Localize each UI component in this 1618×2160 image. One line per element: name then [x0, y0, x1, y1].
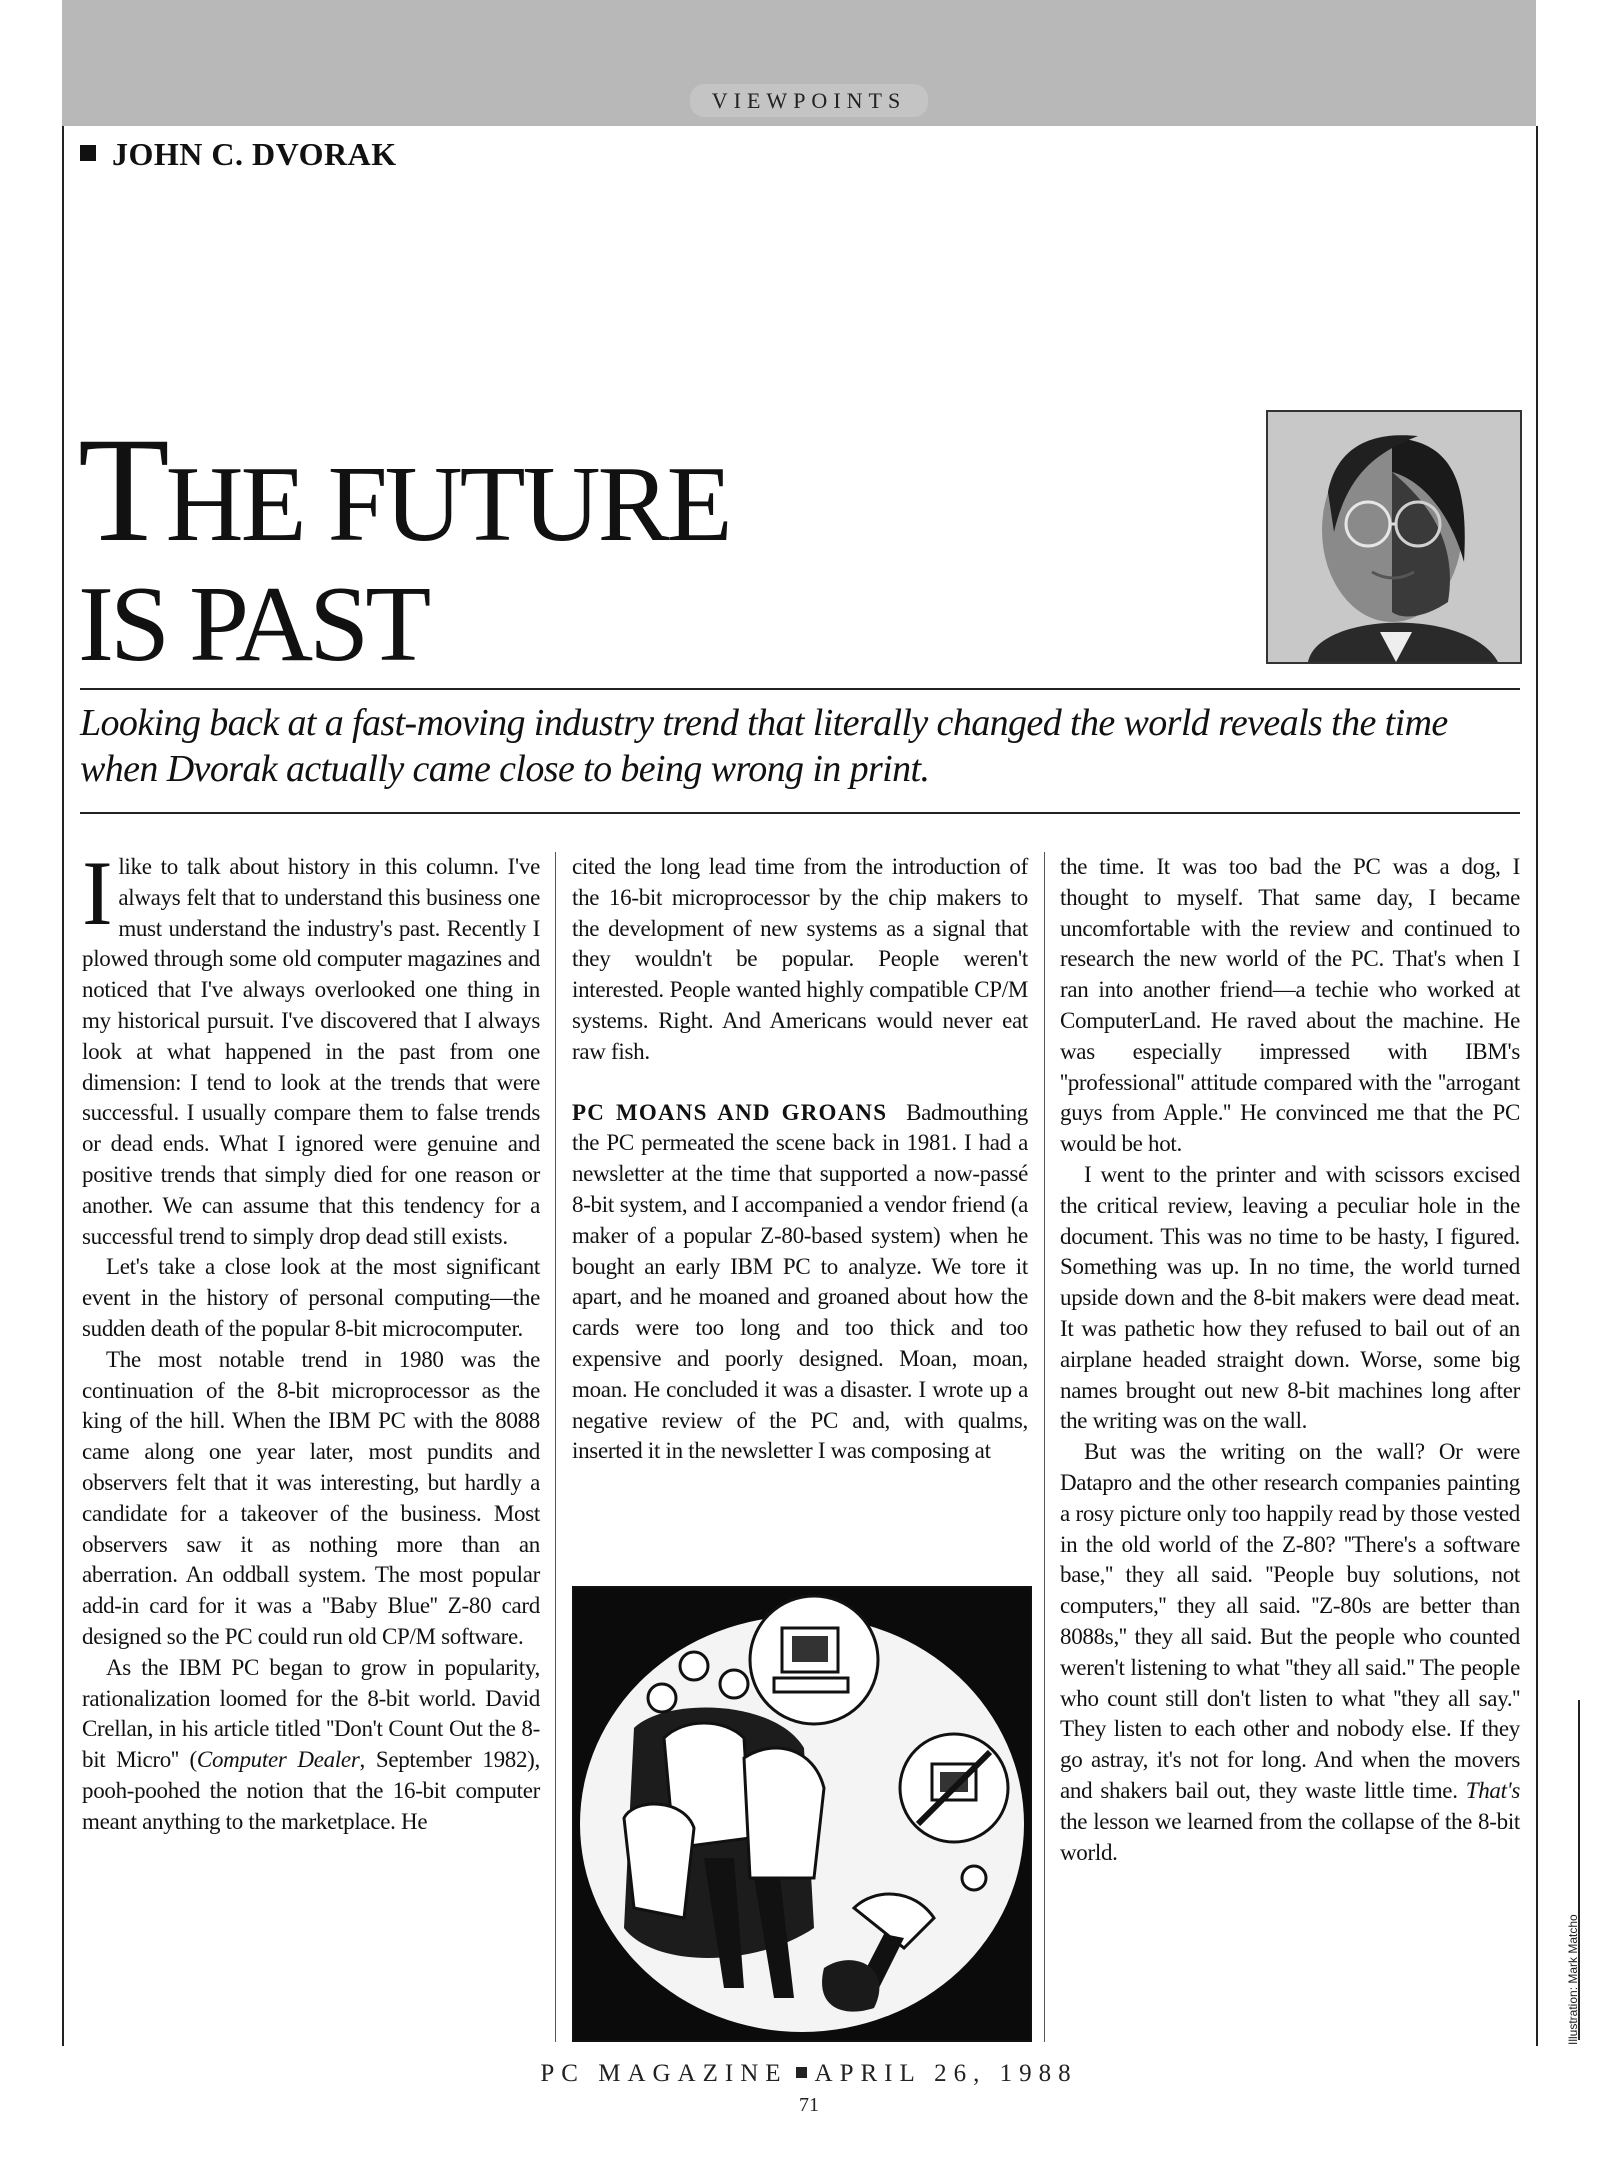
deck-bottom-rule	[80, 812, 1520, 814]
headline	[78, 407, 730, 684]
paragraph: But was the writing on the wall? Or were Datapro and the other research companies painting a rosy picture only too happily read by those vested in the old world of the Z-80? ''There's a software base,'' they all said. ''People buy solutions, not computers,'' they all said. ''Z-80s are better than 8088s,'' they all said. But the people who counted weren't listening to what ''they all said.'' The people who count still don't listen to what ''they all say.'' They listen to each other and nobody else. If they go astray, it's not for long. And when the movers and shakers bail out, they waste little time. That's the lesson we learned from the collapse of the 8-bit world.	[1060, 1439, 1520, 1865]
section-label: VIEWPOINTS	[0, 88, 1618, 114]
drop-cap: I	[82, 842, 113, 944]
section-subhead: PC MOANS AND GROANS	[572, 1099, 888, 1125]
paragraph: The most notable trend in 1980 was the continuation of the 8-bit microprocessor as the king of the hill. When the IBM PC with the 8088 came along one year later, most pundits and observers felt that it was interesting, but hardly a candidate for a takeover of the business. Most observers saw it as nothing more than an aberration. An oddball system. The most popular add-in card for it was a ''Baby Blue'' Z-80 card designed so the PC could run old CP/M software.	[82, 1346, 540, 1649]
deck-subtitle: Looking back at a fast-moving industry trend that literally changed the world reveals the time when Dvorak actually came close to being wrong in print.	[80, 702, 1448, 790]
column-divider-1	[555, 852, 556, 2042]
article-column-2	[572, 852, 1028, 1467]
frame-left-rule	[62, 126, 64, 2046]
author-photo	[1266, 410, 1522, 664]
frame-right-rule	[1536, 126, 1538, 2046]
paragraph: Let's take a close look at the most significant event in the history of personal computing—the sudden death of the popular 8-bit microcomputer.	[82, 1254, 540, 1341]
headline-line-2: IS PAST	[78, 565, 428, 684]
paragraph: Ilike to talk about history in this column. I've always felt that to understand this business one must understand the industry's past. Recently I plowed through some old computer magazines and noticed that I've always overlooked one thing in my historical pursuit. I've discovered that I always look at what happened in the past from one dimension: I tend to look at the trends that were successful. I usually compare them to false trends or dead ends. What I ignored were genuine and positive trends that simply died for one reason or another. We can assume that this tendency for a successful trend to simply drop dead still exists.	[82, 842, 540, 1249]
bullet-square-icon	[796, 2067, 807, 2078]
illustration	[572, 1586, 1032, 2042]
deck-top-rule	[80, 688, 1520, 690]
illustration-credit: Illustration: Mark Matcho	[1566, 1914, 1580, 2045]
paragraph: the time. It was too bad the PC was a dog, I thought to myself. That same day, I became uncomfortable with the review and continued to research the new world of the PC. That's when I ran into another friend—a techie who worked at ComputerLand. He raved about the machine. He was especially impressed with IBM's ''professional'' attitude compared with the ''arrogant guys from Apple.'' He convinced me that the PC would be hot.	[1060, 854, 1520, 1157]
headline-line-1: THE FUTURE	[78, 407, 730, 573]
paragraph: As the IBM PC began to grow in popularity, rationalization loomed for the 8-bit world. David Crellan, in his article titled ''Don't Count Out the 8-bit Micro'' (Computer Dealer, September 1982), pooh-poohed the notion that the 16-bit computer meant anything to the marketplace. He	[82, 1654, 540, 1834]
paragraph: I went to the printer and with scissors excised the critical review, leaving a peculiar hole in the document. This was no time to be hasty, I figured. Something was up. In no time, the world turned upside down and the 8-bit makers were dead meat. It was pathetic how they refused to bail out of an airplane headed straight down. Worse, some big names brought out new 8-bit machines long after the writing was on the wall.	[1060, 1161, 1520, 1434]
bullet-square-icon	[80, 145, 96, 161]
author-byline: JOHN C. DVORAK	[80, 136, 397, 173]
author-portrait-image	[1268, 412, 1520, 662]
paragraph: cited the long lead time from the introduction of the 16-bit microprocessor by the chip makers to the development of new systems as a signal that they wouldn't be popular. People weren't interested. People wanted highly compatible CP/M systems. Right. And Americans would never eat raw fish.	[572, 854, 1028, 1064]
article-column-3	[1060, 852, 1520, 1868]
article-column-1	[82, 842, 540, 1838]
page-number: 71	[799, 2094, 819, 2116]
page-footer: PC MAGAZINE APRIL 26, 1988	[540, 2060, 1078, 2087]
column-divider-2	[1044, 852, 1045, 2042]
crowd-illustration-image	[574, 1588, 1030, 2040]
paragraph: PC MOANS AND GROANS Badmouthing the PC permeated the scene back in 1981. I had a newsletter at the time that supported a now-passé 8-bit system, and I accompanied a vendor friend (a maker of a popular Z-80-based system) when he bought an early IBM PC to analyze. We tore it apart, and he moaned and groaned about how the cards were too long and too thick and too expensive and poorly designed. Moan, moan, moan. He concluded it was a disaster. I wrote up a negative review of the PC and, with qualms, inserted it in the newsletter I was composing at	[572, 1099, 1028, 1464]
